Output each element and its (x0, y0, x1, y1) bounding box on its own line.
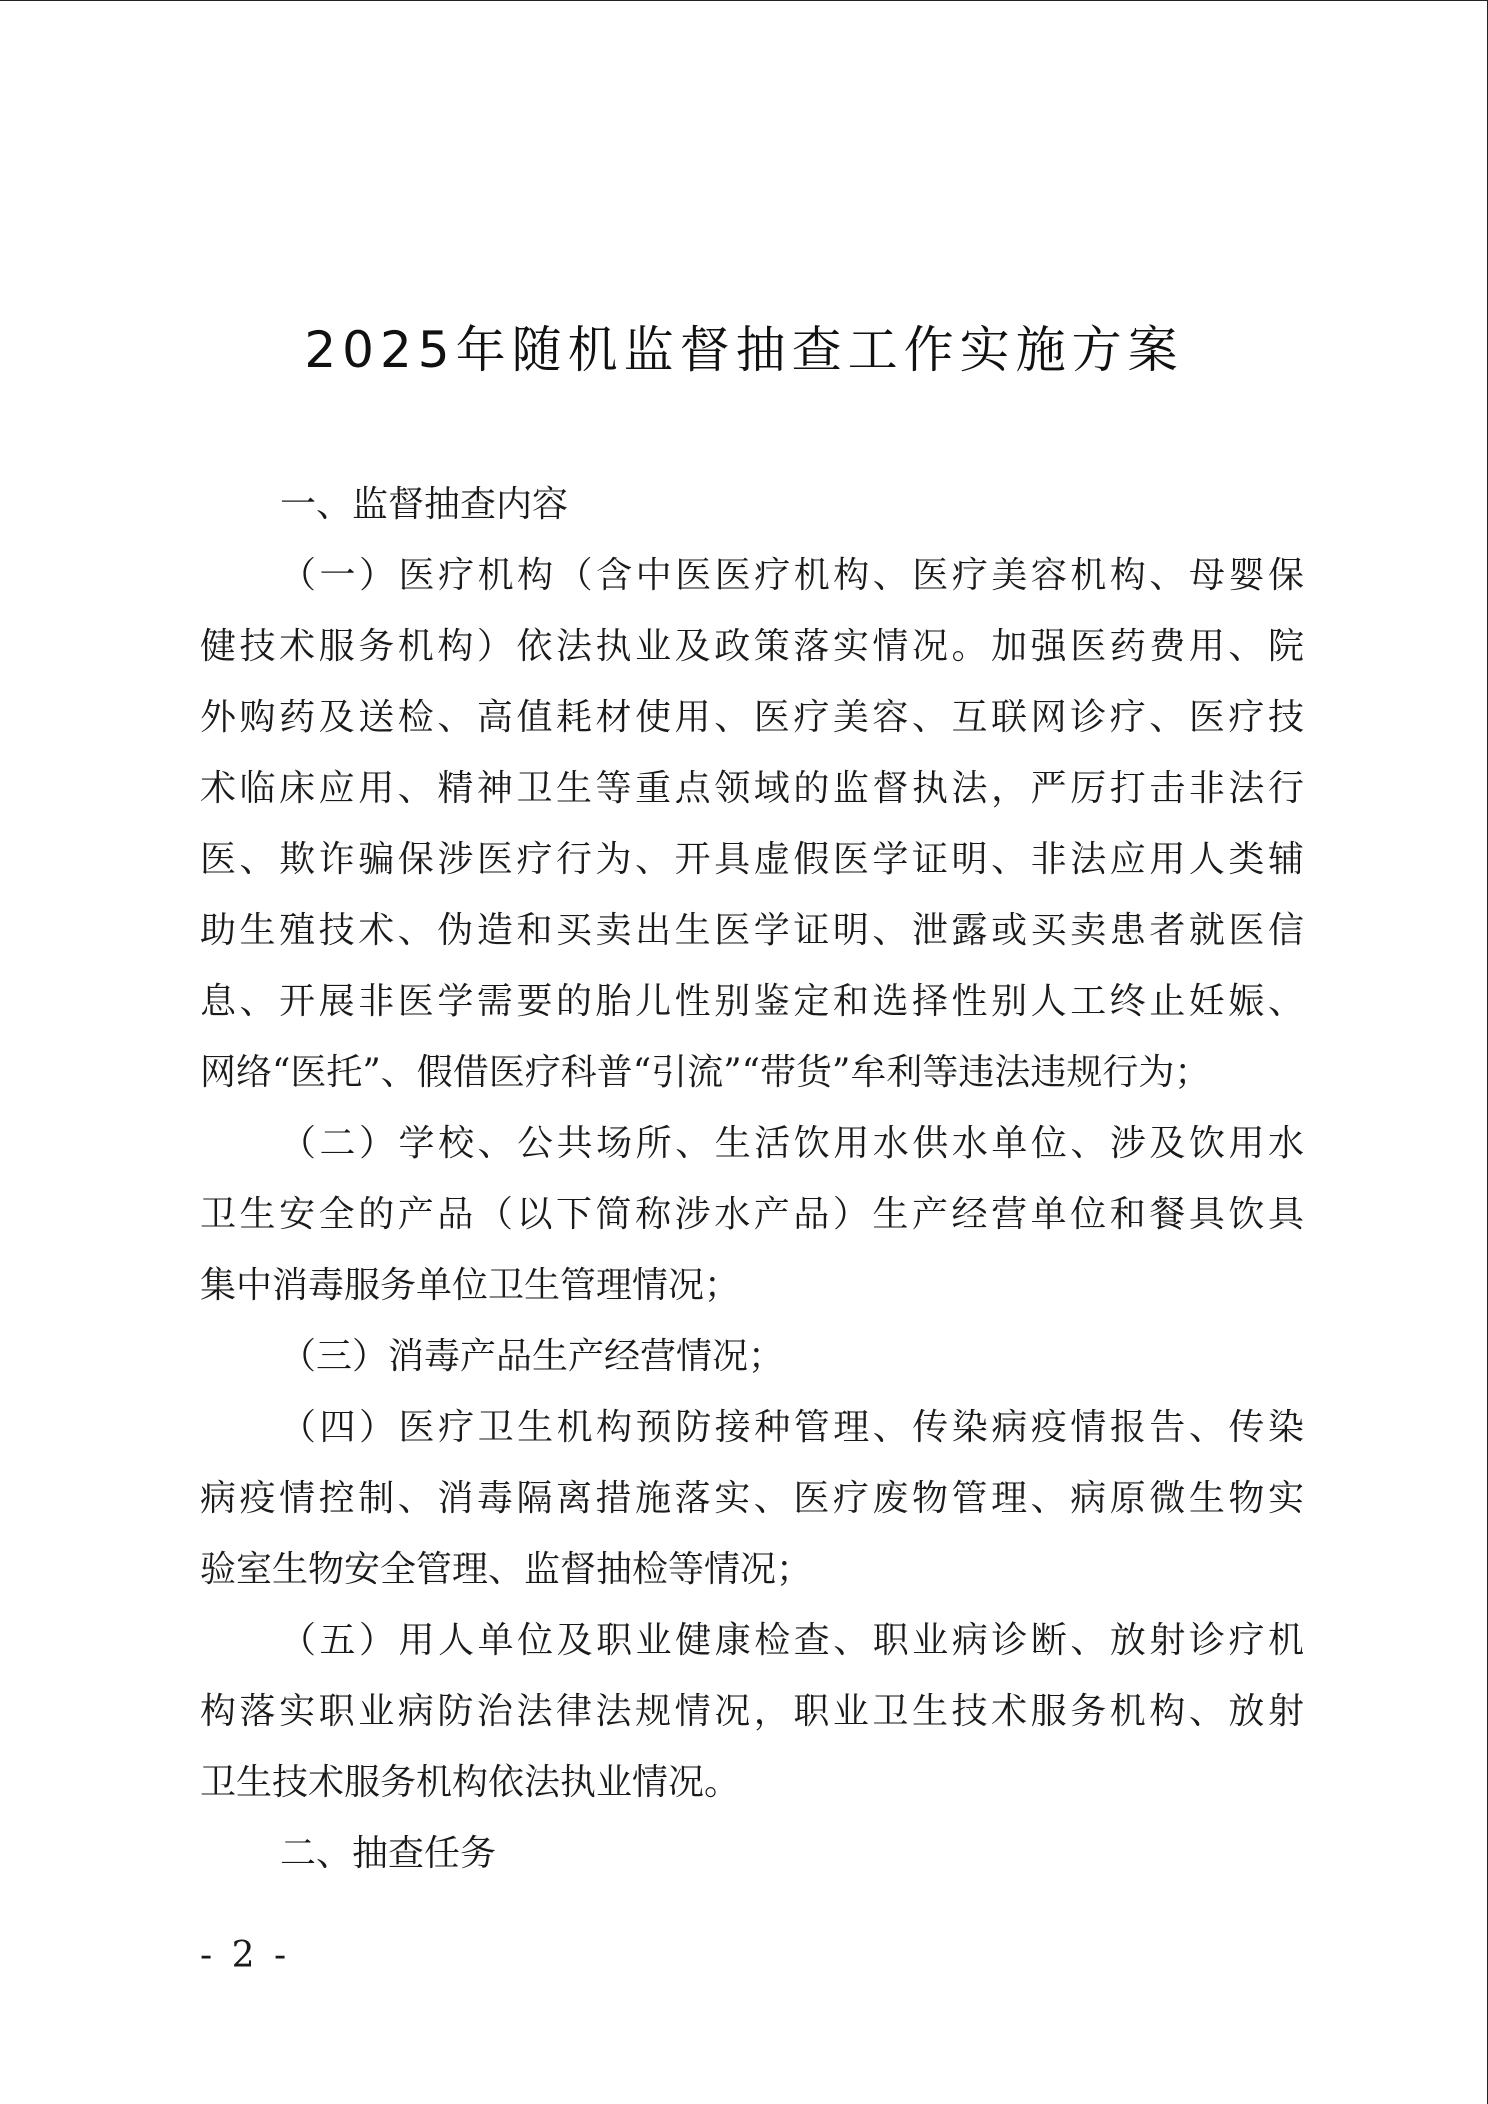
paragraph-line: 术临床应用、精神卫生等重点领域的监督执法，严厉打击非法行 (200, 768, 1304, 809)
paragraph-line: （一）医疗机构（含中医医疗机构、医疗美容机构、母婴保 (280, 555, 1304, 596)
paragraph-line: （三）消毒产品生产经营情况； (280, 1336, 785, 1377)
page-number: - 2 - (200, 1935, 291, 1976)
paragraph-line: 集中消毒服务单位卫生管理情况； (200, 1265, 741, 1306)
paragraph-line: 网络“医托”、假借医疗科普“引流”“带货”牟利等违法违规行为； (200, 1052, 1211, 1093)
paragraph-line: 卫生安全的产品（以下简称涉水产品）生产经营单位和餐具饮具 (200, 1194, 1304, 1235)
paragraph-line: 病疫情控制、消毒隔离措施落实、医疗废物管理、病原微生物实 (200, 1478, 1304, 1519)
paragraph-line: 健技术服务机构）依法执业及政策落实情况。加强医药费用、院 (200, 626, 1304, 667)
paragraph-line: （二）学校、公共场所、生活饮用水供水单位、涉及饮用水 (280, 1123, 1304, 1164)
paragraph-line: （五）用人单位及职业健康检查、职业病诊断、放射诊疗机 (280, 1620, 1304, 1661)
paragraph-line: 助生殖技术、伪造和买卖出生医学证明、泄露或买卖患者就医信 (200, 910, 1304, 951)
document-title: 2025年随机监督抽查工作实施方案 (304, 321, 1184, 379)
paragraph-line: 外购药及送检、高值耗材使用、医疗美容、互联网诊疗、医疗技 (200, 697, 1304, 738)
paragraph-line: 息、开展非医学需要的胎儿性别鉴定和选择性别人工终止妊娠、 (200, 981, 1304, 1022)
paragraph-line: （四）医疗卫生机构预防接种管理、传染病疫情报告、传染 (280, 1407, 1304, 1448)
paragraph-line: 验室生物安全管理、监督抽检等情况； (200, 1549, 813, 1590)
document-body (200, 469, 1304, 1889)
paragraph-line: 构落实职业病防治法律法规情况，职业卫生技术服务机构、放射 (200, 1691, 1304, 1732)
section-heading: 一、监督抽查内容 (280, 484, 569, 525)
paragraph-line: 卫生技术服务机构依法执业情况。 (200, 1762, 741, 1803)
section-heading: 二、抽查任务 (280, 1833, 497, 1874)
paragraph-line: 医、欺诈骗保涉医疗行为、开具虚假医学证明、非法应用人类辅 (200, 839, 1304, 880)
